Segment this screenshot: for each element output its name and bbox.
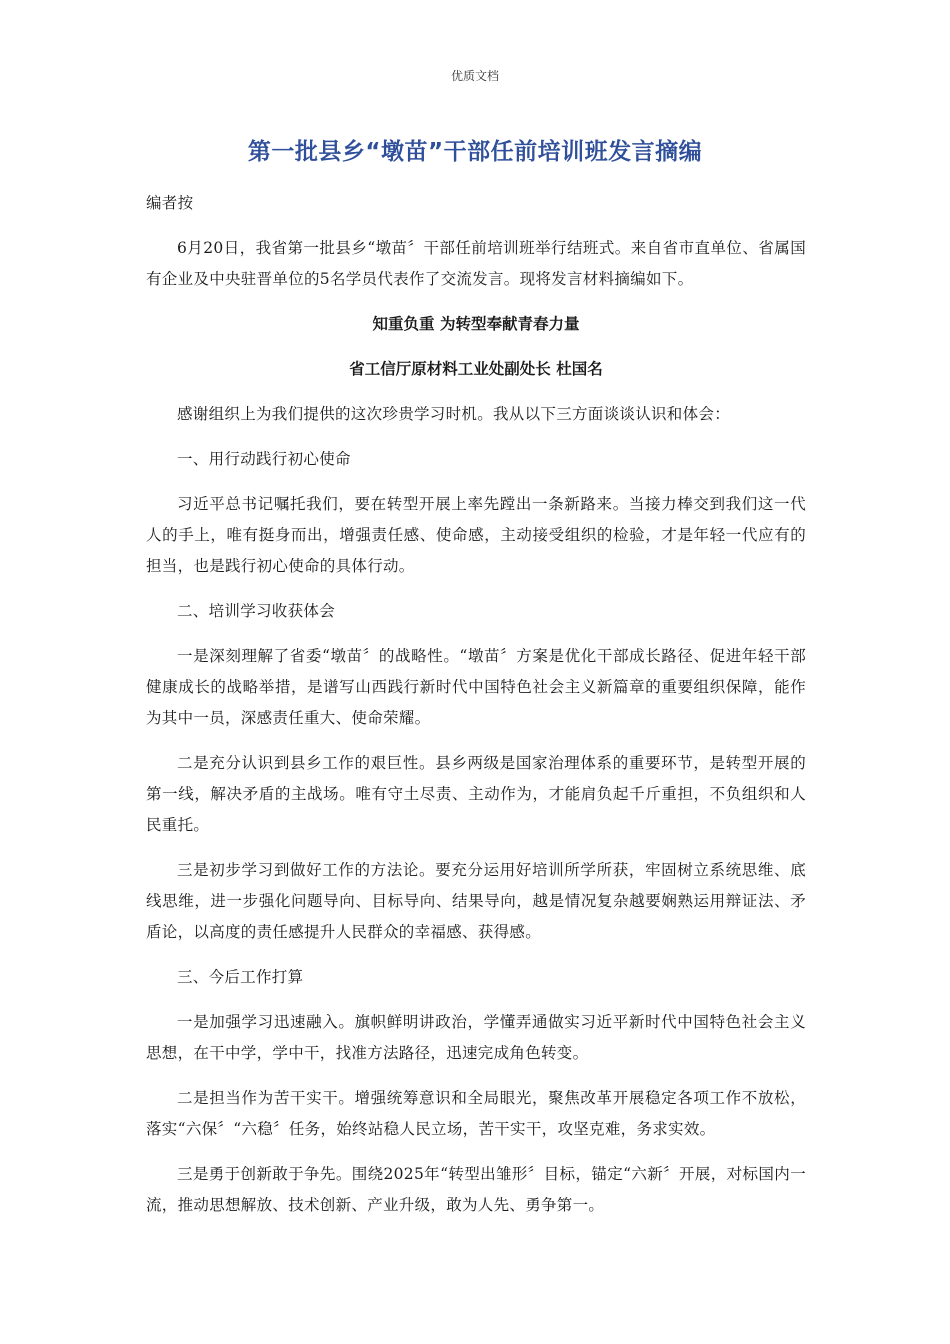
page-header-label: 优质文档	[450, 69, 499, 83]
intro-paragraph: 6月20日，我省第一批县乡“墩苗〞干部任前培训班举行结班式。来自省市直单位、省属国有企业及中央驻晋单位的5名学员代表作了交流发言。现将发言材料摘编如下。	[146, 239, 806, 288]
paragraph: 三是勇于创新敢于争先。围绕2025年“转型出雏形〞目标，锚定“六新〞开展，对标国内一流，推动思想解放、技术创新、产业升级，敢为人先、勇争第一。	[146, 1165, 806, 1214]
paragraph: 二是担当作为苦干实干。增强统筹意识和全局眼光，聚焦改革开展稳定各项工作不放松，落实“六保〞“六稳〞任务，始终站稳人民立场，苦干实干，攻坚克难，务求实效。	[146, 1089, 806, 1138]
section-title: 三、今后工作打算	[177, 968, 304, 986]
paragraph: 一是深刻理解了省委“墩苗〞的战略性。“墩苗〞方案是优化干部成长路径、促进年轻干部健康成长的战略举措，是谱写山西践行新时代中国特色社会主义新篇章的重要组织保障，能作为其中一员，深感责任重大、使命荣耀。	[146, 647, 806, 727]
paragraph: 一是加强学习迅速融入。旗帜鲜明讲政治，学懂弄通做实习近平新时代中国特色社会主义思想，在干中学，学中干，找准方法路径，迅速完成角色转变。	[146, 1013, 806, 1062]
speech-heading: 知重负重 为转型奉献青春力量	[372, 315, 580, 333]
document-body	[146, 188, 806, 1235]
section-title: 一、用行动践行初心使命	[177, 450, 351, 468]
document-title: 第一批县乡“墩苗”干部任前培训班发言摘编	[247, 139, 703, 165]
section-title: 二、培训学习收获体会	[177, 602, 336, 620]
paragraph: 习近平总书记嘱托我们，要在转型开展上率先蹚出一条新路来。当接力棒交到我们这一代人的手上，唯有挺身而出，增强责任感、使命感，主动接受组织的检验，才是年轻一代应有的担当，也是践行初心使命的具体行动。	[146, 495, 806, 575]
editor-note-label: 编者按	[146, 194, 194, 212]
paragraph: 三是初步学习到做好工作的方法论。要充分运用好培训所学所获，牢固树立系统思维、底线思维，进一步强化问题导向、目标导向、结果导向，越是情况复杂越要娴熟运用辩证法、矛盾论，以高度的责任感提升人民群众的幸福感、获得感。	[146, 861, 806, 941]
speech-speaker: 省工信厅原材料工业处副处长 杜国名	[349, 360, 603, 378]
paragraph: 二是充分认识到县乡工作的艰巨性。县乡两级是国家治理体系的重要环节，是转型开展的第一线，解决矛盾的主战场。唯有守土尽责、主动作为，才能肩负起千斤重担，不负组织和人民重托。	[146, 754, 806, 834]
speech-opening: 感谢组织上为我们提供的这次珍贵学习时机。我从以下三方面谈谈认识和体会：	[177, 405, 731, 423]
